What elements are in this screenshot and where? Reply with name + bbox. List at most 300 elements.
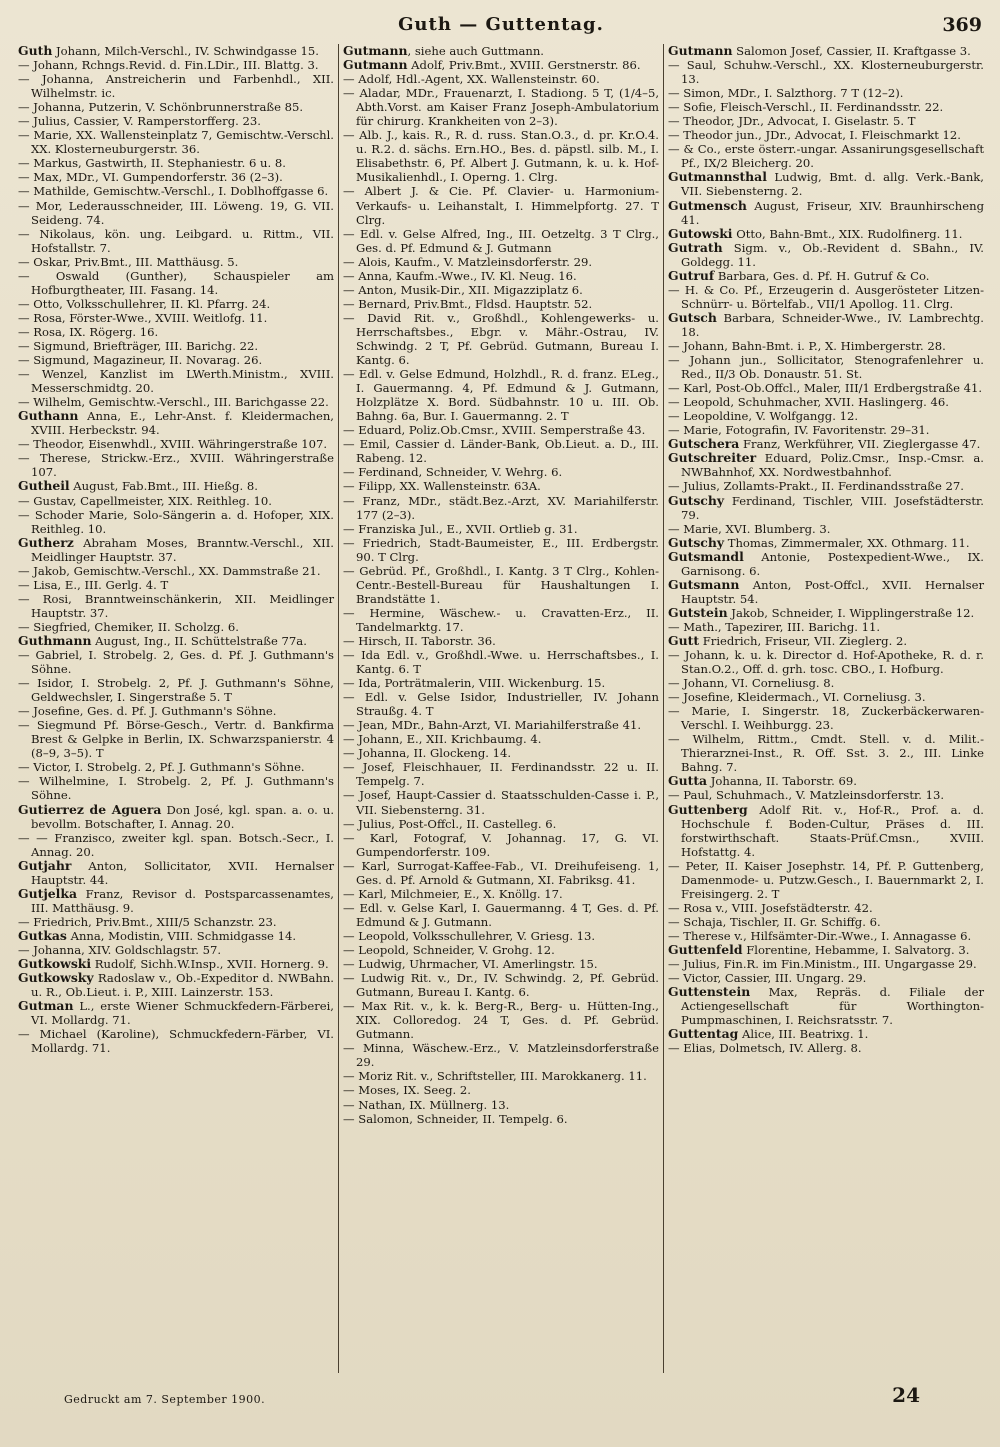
entry-text: — David Rit. v., Großhdl., Kohlengewerks- u. Herrschaftsbes., Ebgr. v. Mähr.-Ostrau, IV. Schwindg. 2 T, Pf. Gebrüd. Gutmann, Bureau I. Kantg. 6. <box>343 310 659 368</box>
directory-entry <box>668 803 984 859</box>
directory-entry <box>18 943 334 957</box>
directory-entry <box>343 1098 659 1112</box>
directory-entry <box>18 44 334 58</box>
running-head: Guth — Guttentag. <box>398 14 604 35</box>
entry-text: — Edl. v. Gelse Edmund, Holzhdl., R. d. franz. ELeg., I. Gauermanng. 4, Pf. Edmund & J. Gutmann, Holzplätze X. Bord. Südbahnstr. 10 u. III. Ob. Bahng. 6a, Bur. I. Gauermanng. 2. T <box>343 367 659 424</box>
entry-text: — Ida, Porträtmalerin, VIII. Wickenburg. 15. <box>343 676 606 691</box>
entry-text: Rudolf, Sichh.W.Insp., XVII. Hornerg. 9. <box>91 957 329 972</box>
entry-text: Max, Repräs. d. Filiale der Actiengesellschaft für Worthington-Pumpmaschinen, I. Reichsratsstr. 7. <box>681 985 984 1028</box>
entry-text: — Johann, k. u. k. Director d. Hof-Apotheke, R. d. r. Stan.O.2., Off. d. grh. tosc. CBO., I. Hofburg. <box>668 648 984 677</box>
directory-entry <box>343 311 659 367</box>
directory-entry <box>18 929 334 943</box>
entry-text: — Marie, Fotografin, IV. Favoritenstr. 29–31. <box>668 423 930 438</box>
entry-text: — Theodor, JDr., Advocat, I. Giselastr. 5. T <box>668 114 916 129</box>
entry-text: — Hirsch, II. Taborstr. 36. <box>343 633 496 648</box>
directory-entry <box>668 522 984 536</box>
directory-entry <box>343 423 659 437</box>
directory-entry <box>18 578 334 592</box>
directory-entry <box>343 58 659 72</box>
directory-entry <box>668 339 984 353</box>
directory-entry <box>668 929 984 943</box>
entry-text: — Karl, Milchmeier, E., X. Knöllg. 17. <box>343 886 563 901</box>
entry-text: — Karl, Fotograf, V. Johannag. 17, G. VI. Gumpendorferstr. 109. <box>343 830 659 859</box>
entry-surname: Gutschy <box>668 534 725 550</box>
entry-text: — Jean, MDr., Bahn-Arzt, VI. Mariahilferstraße 41. <box>343 718 642 733</box>
entry-text: Barbara, Schneider-Wwe., IV. Lambrechtg. 18. <box>681 310 984 339</box>
entry-text: — Marie, I. Singerstr. 18, Zuckerbäckerwaren-Verschl. I. Weihburgg. 23. <box>668 704 984 733</box>
entry-text: — Johann, VI. Corneliusg. 8. <box>668 676 835 691</box>
directory-entry <box>668 620 984 634</box>
directory-entry <box>343 255 659 269</box>
directory-entry <box>343 732 659 746</box>
entry-text: — Rosi, Branntweinschänkerin, XII. Meidlinger Hauptstr. 37. <box>18 591 334 620</box>
directory-entry <box>668 915 984 929</box>
directory-entry <box>343 184 659 226</box>
directory-entry <box>18 199 334 227</box>
directory-entry <box>343 437 659 465</box>
directory-entry <box>18 58 334 72</box>
directory-entry <box>343 999 659 1041</box>
entry-surname: Gutmann <box>343 44 408 58</box>
directory-entry <box>668 479 984 493</box>
entry-surname: Gutmensch <box>668 197 747 213</box>
entry-text: Franz, Werkführer, VII. Zieglergasse 47. <box>739 437 981 452</box>
entry-text: — Leopoldine, V. Wolfgangg. 12. <box>668 409 859 424</box>
directory-entry <box>343 690 659 718</box>
entry-text: Salomon Josef, Cassier, II. Kraftgasse 3. <box>732 44 971 58</box>
directory-entry <box>18 536 334 564</box>
directory-entry <box>343 971 659 999</box>
entry-text: Anna, E., Lehr-Anst. f. Kleidermachen, XVIII. Herbeckstr. 94. <box>31 409 334 438</box>
directory-entry <box>343 831 659 859</box>
entry-text: — Johanna, XIV. Goldschlagstr. 57. <box>18 943 222 957</box>
directory-entry <box>668 423 984 437</box>
directory-entry <box>343 718 659 732</box>
directory-entry <box>668 901 984 915</box>
directory-entry <box>668 128 984 142</box>
entry-text: — Math., Tapezirer, III. Barichg. 11. <box>668 619 881 634</box>
entry-text: — Elias, Dolmetsch, IV. Allerg. 8. <box>668 1041 862 1056</box>
entry-text: Adolf, Priv.Bmt., XVIII. Gerstnerstr. 86. <box>407 58 641 73</box>
entry-text: — Filipp, XX. Wallensteinstr. 63A. <box>343 479 541 494</box>
directory-entry <box>668 353 984 381</box>
entry-text: Radoslaw v., Ob.-Expeditor d. NWBahn. u. R., Ob.Lieut. i. P., XIII. Lainzerstr. 153. <box>31 971 334 1000</box>
entry-text: , siehe auch Guttmann. <box>407 44 544 58</box>
directory-entry <box>668 227 984 241</box>
entry-text: — Therese, Strickw.-Erz., XVIII. Währingerstraße 107. <box>18 451 334 480</box>
entry-text: — Emil, Cassier d. Länder-Bank, Ob.Lieut. a. D., III. Rabeng. 12. <box>343 437 659 466</box>
entry-text: Antonie, Postexpedient-Wwe., IX. Garnisong. 6. <box>681 549 984 578</box>
directory-entry <box>18 915 334 929</box>
entry-text: Alice, III. Beatrixg. 1. <box>738 1027 869 1042</box>
entry-surname: Gutsmandl <box>668 548 744 564</box>
directory-entry <box>18 592 334 620</box>
directory-entry <box>18 255 334 269</box>
entry-text: — Wilhelmine, I. Strobelg. 2, Pf. J. Guthmann's Söhne. <box>18 774 334 803</box>
directory-entry <box>668 142 984 170</box>
directory-entry <box>18 704 334 718</box>
entry-text: — Schoder Marie, Solo-Sängerin a. d. Hofoper, XIX. Reithleg. 10. <box>18 507 334 536</box>
entry-text: — Theodor jun., JDr., Advocat, I. Fleischmarkt 12. <box>668 128 961 143</box>
directory-entry <box>343 746 659 760</box>
entry-text: Franz, Revisor d. Postsparcassenamtes, III. Matthäusg. 9. <box>31 886 334 915</box>
page-header <box>14 8 988 42</box>
directory-entry <box>343 479 659 493</box>
entry-text: — Johann, E., XII. Krichbaumg. 4. <box>343 732 542 747</box>
entry-text: — Mathilde, Gemischtw.-Verschl., I. Doblhoffgasse 6. <box>18 184 329 199</box>
entry-text: Johanna, II. Taborstr. 69. <box>707 774 857 789</box>
entry-text: — Oskar, Priv.Bmt., III. Matthäusg. 5. <box>18 254 239 269</box>
directory-entry <box>668 1027 984 1041</box>
entry-text: — Marie, XX. Wallensteinplatz 7, Gemischtw.-Verschl. XX. Klosterneuburgerstr. 36. <box>18 128 334 157</box>
directory-entry <box>343 494 659 522</box>
directory-entry <box>18 395 334 409</box>
directory-entry <box>18 718 334 760</box>
entry-text: Jakob, Schneider, I. Wipplingerstraße 12. <box>727 605 975 620</box>
entry-text: Ludwig, Bmt. d. allg. Verk.-Bank, VII. Siebensterng. 2. <box>681 170 984 199</box>
entry-text: Anton, Sollicitator, XVII. Hernalser Hauptstr. 44. <box>31 858 334 887</box>
entry-surname: Gutjahr <box>18 857 72 873</box>
entry-text: Eduard, Poliz.Cmsr., Insp.-Cmsr. a. NWBahnhof, XX. Nordwestbahnhof. <box>681 451 984 480</box>
directory-entry <box>343 760 659 788</box>
entry-surname: Gutsch <box>668 309 717 325</box>
entry-text: — Minna, Wäschew.-Erz., V. Matzleinsdorferstraße 29. <box>343 1041 659 1070</box>
print-date: Gedruckt am 7. September 1900. <box>64 1393 266 1406</box>
directory-entry <box>668 550 984 578</box>
directory-entry <box>668 409 984 423</box>
directory-entry <box>668 1041 984 1055</box>
entry-text: — Edl. v. Gelse Karl, I. Gauermanng. 4 T, Ges. d. Pf. Edmund & J. Gutmann. <box>343 900 659 929</box>
signature-mark: 24 <box>892 1383 920 1407</box>
directory-entry <box>343 465 659 479</box>
directory-entry <box>343 128 659 184</box>
entry-text: — Karl, Post-Ob.Offcl., Maler, III/1 Erdbergstraße 41. <box>668 381 983 396</box>
directory-entry <box>668 86 984 100</box>
entry-text: — Ludwig Rit. v., Dr., IV. Schwindg. 2, Pf. Gebrüd. Gutmann, Bureau I. Kantg. 6. <box>343 971 659 1000</box>
entry-surname: Gutschreiter <box>668 450 757 466</box>
directory-entry <box>668 283 984 311</box>
directory-entry <box>668 606 984 620</box>
directory-entry <box>668 788 984 802</box>
entry-text: — Sofie, Fleisch-Verschl., II. Ferdinandsstr. 22. <box>668 100 944 115</box>
directory-entry <box>343 788 659 816</box>
columns <box>14 44 988 1373</box>
directory-entry <box>18 409 334 437</box>
directory-entry <box>668 170 984 198</box>
entry-text: Sigm. v., Ob.-Revident d. SBahn., IV. Goldegg. 11. <box>681 240 984 269</box>
entry-text: — Victor, I. Strobelg. 2, Pf. J. Guthmann's Söhne. <box>18 760 305 775</box>
entry-text: — Karl, Surrogat-Kaffee-Fab., VI. Dreihufeiseng. 1, Ges. d. Pf. Arnold & Gutmann, XI. Fabriksg. 41. <box>343 858 659 887</box>
column-3 <box>663 44 988 1373</box>
entry-text: — Rosa, IX. Rögerg. 16. <box>18 324 159 339</box>
entry-surname: Gutjelka <box>18 885 78 901</box>
entry-text: — Saul, Schuhw.-Verschl., XX. Klosterneuburgerstr. 13. <box>668 58 984 87</box>
entry-text: Adolf Rit. v., Hof-R., Prof. a. d. Hochschule f. Boden-Cultur, Präses d. III. forstwirthschaft. Staats-Prüf.Cmsn., XVIII. Hofstattg. 4. <box>681 802 984 859</box>
directory-entry <box>668 957 984 971</box>
directory-entry <box>668 100 984 114</box>
entry-surname: Guthmann <box>18 632 92 648</box>
directory-entry <box>343 929 659 943</box>
directory-entry <box>668 774 984 788</box>
entry-text: August, Friseur, XIV. Braunhirscheng 41. <box>681 198 984 227</box>
directory-entry <box>18 774 334 802</box>
entry-text: — Mor, Lederausschneider, III. Löweng. 19, G. VII. Seideng. 74. <box>18 198 334 227</box>
entry-text: — Anton, Musik-Dir., XII. Migazziplatz 6. <box>343 282 583 297</box>
directory-entry <box>18 508 334 536</box>
directory-entry <box>343 283 659 297</box>
entry-text: — Wenzel, Kanzlist im LWerth.Ministm., XVIII. Messerschmidtg. 20. <box>18 367 334 396</box>
directory-entry <box>668 199 984 227</box>
directory-entry <box>343 859 659 887</box>
directory-entry <box>668 395 984 409</box>
directory-entry <box>18 676 334 704</box>
entry-text: — Wilhelm, Rittm., Cmdt. Stell. v. d. Milit.-Thierarznei-Inst., R. Off. Sst. 3. 2., III. Linke Bahng. 7. <box>668 732 984 775</box>
entry-text: — & Co., erste österr.-ungar. Assanirungsgesellschaft Pf., IX/2 Bleicherg. 20. <box>668 142 984 171</box>
directory-entry <box>668 451 984 479</box>
entry-text: — Eduard, Poliz.Ob.Cmsr., XVIII. Semperstraße 43. <box>343 423 646 438</box>
directory-entry <box>343 1112 659 1126</box>
entry-text: — Siegmund Pf. Börse-Gesch., Vertr. d. Bankfirma Brest & Gelpke in Berlin, IX. Schwarzspanierstr. 4 (8–9, 3–5). T <box>18 718 334 761</box>
directory-entry <box>668 58 984 86</box>
entry-text: Florentine, Hebamme, I. Salvatorg. 3. <box>742 943 970 957</box>
directory-entry <box>18 859 334 887</box>
entry-text: — H. & Co. Pf., Erzeugerin d. Ausgerösteter Litzen-Schnürr- u. Börtelfab., VII/1 Apollog. 11. Clrg. <box>668 282 984 311</box>
directory-entry <box>343 44 659 58</box>
entry-surname: Gutrath <box>668 239 723 255</box>
directory-entry <box>18 831 334 859</box>
directory-entry <box>343 887 659 901</box>
entry-text: — Josef, Fleischhauer, II. Ferdinandsstr. 22 u. II. Tempelg. 7. <box>343 760 659 789</box>
directory-entry <box>668 690 984 704</box>
directory-entry <box>343 606 659 634</box>
directory-entry <box>18 803 334 831</box>
entry-text: — Franz, MDr., städt.Bez.-Arzt, XV. Mariahilferstr. 177 (2–3). <box>343 493 659 522</box>
entry-text: — Ida Edl. v., Großhdl.-Wwe. u. Herrschaftsbes., I. Kantg. 6. T <box>343 648 659 677</box>
directory-entry <box>18 184 334 198</box>
entry-text: — Lisa, E., III. Gerlg. 4. T <box>18 577 169 592</box>
entry-surname: Gutta <box>668 773 708 789</box>
directory-entry <box>18 620 334 634</box>
directory-entry <box>18 325 334 339</box>
entry-surname: Guth <box>18 44 53 58</box>
entry-text: — Julius, Cassier, V. Ramperstorfferg. 23. <box>18 114 261 129</box>
entry-surname: Gutherz <box>18 534 74 550</box>
entry-text: — Marie, XVI. Blumberg. 3. <box>668 521 831 536</box>
entry-text: — Theodor, Eisenwhdl., XVIII. Währingerstraße 107. <box>18 437 328 452</box>
directory-entry <box>18 100 334 114</box>
entry-text: — Schaja, Tischler, II. Gr. Schiffg. 6. <box>668 914 881 929</box>
entry-text: — Ferdinand, Schneider, V. Wehrg. 6. <box>343 465 563 480</box>
directory-entry <box>668 634 984 648</box>
entry-text: — Rosa, Förster-Wwe., XVIII. Weitlofg. 11. <box>18 310 268 325</box>
entry-text: — Alb. J., kais. R., R. d. russ. Stan.O.3., d. pr. Kr.O.4. u. R.2. d. sächs. Ern.HO., Bes. d. päpstl. silb. M., I. Elisabethstr. 6, Pf. Albert J. Gutmann, k. u. k. Hof-Musikalienhdl., I. Operng. 1. Clrg. <box>343 128 659 185</box>
entry-text: August, Ing., II. Schüttelstraße 77a. <box>91 633 307 648</box>
directory-entry <box>18 564 334 578</box>
entry-text: — Friedrich, Stadt-Baumeister, E., III. Erdbergstr. 90. T Clrg. <box>343 535 659 564</box>
directory-entry <box>18 170 334 184</box>
entry-text: Abraham Moses, Branntw.-Verschl., XII. Meidlinger Hauptstr. 37. <box>31 535 334 564</box>
entry-text: — Johanna, Putzerin, V. Schönbrunnerstraße 85. <box>18 100 304 115</box>
entry-surname: Gutowski <box>668 225 733 241</box>
directory-entry <box>18 760 334 774</box>
directory-entry <box>18 648 334 676</box>
directory-entry <box>668 114 984 128</box>
entry-surname: Guttenberg <box>668 801 748 817</box>
entry-surname: Gutsmann <box>668 576 740 592</box>
entry-surname: Gutt <box>668 632 700 648</box>
directory-entry <box>343 1069 659 1083</box>
entry-text: — Moses, IX. Seeg. 2. <box>343 1083 471 1098</box>
entry-surname: Gutmann <box>343 57 408 73</box>
entry-text: — Siegfried, Chemiker, II. Scholzg. 6. <box>18 619 239 634</box>
directory-entry <box>668 859 984 901</box>
entry-text: Don José, kgl. span. a. o. u. bevollm. Botschafter, I. Annag. 20. <box>31 802 335 831</box>
entry-text: Ferdinand, Tischler, VIII. Josefstädterstr. 79. <box>681 493 984 522</box>
directory-entry <box>668 494 984 522</box>
entry-text: — Michael (Karoline), Schmuckfedern-Färber, VI. Mollardg. 71. <box>18 1027 334 1056</box>
directory-entry <box>343 227 659 255</box>
entry-text: Thomas, Zimmermaler, XX. Othmarg. 11. <box>724 535 970 550</box>
entry-text: — Gustav, Capellmeister, XIX. Reithleg. 10. <box>18 493 272 508</box>
directory-entry <box>668 732 984 774</box>
entry-text: Friedrich, Friseur, VII. Zieglerg. 2. <box>699 633 908 648</box>
directory-entry <box>668 381 984 395</box>
entry-surname: Gutschera <box>668 436 740 452</box>
directory-entry <box>18 227 334 255</box>
entry-text: — Johanna, II. Glockeng. 14. <box>343 746 512 761</box>
entry-text: — Josefine, Ges. d. Pf. J. Guthmann's Söhne. <box>18 704 277 719</box>
directory-entry <box>343 536 659 564</box>
entry-text: — Adolf, Hdl.-Agent, XX. Wallensteinstr. 60. <box>343 72 600 87</box>
entry-text: — Josef, Haupt-Cassier d. Staatsschulden-Casse i. P., VII. Siebensterng. 31. <box>343 788 659 817</box>
entry-text: — Isidor, I. Strobelg. 2, Pf. J. Guthmann's Söhne, Geldwechsler, I. Singerstraße 5. T <box>18 676 334 705</box>
page-number: 369 <box>942 14 982 36</box>
directory-entry <box>343 522 659 536</box>
directory-entry <box>18 1027 334 1055</box>
entry-text: Johann, Milch-Verschl., IV. Schwindgasse 15. <box>52 44 319 58</box>
directory-entry <box>18 297 334 311</box>
entry-text: — Leopold, Volksschullehrer, V. Griesg. 13. <box>343 928 596 943</box>
directory-entry <box>668 241 984 269</box>
directory-entry <box>343 817 659 831</box>
entry-text: — Hermine, Wäschew.- u. Cravatten-Erz., II. Tandelmarktg. 17. <box>343 605 659 634</box>
directory-entry <box>668 437 984 451</box>
directory-entry <box>343 634 659 648</box>
directory-entry <box>18 437 334 451</box>
entry-text: — Edl. v. Gelse Alfred, Ing., III. Oetzeltg. 3 T Clrg., Ges. d. Pf. Edmund & J. Gutmann <box>343 226 659 255</box>
directory-entry <box>668 311 984 339</box>
entry-text: — Leopold, Schneider, V. Grohg. 12. <box>343 943 555 957</box>
entry-text: L., erste Wiener Schmuckfedern-Färberei, VI. Mollardg. 71. <box>31 999 334 1028</box>
entry-text: — Ludwig, Uhrmacher, VI. Amerlingstr. 15. <box>343 957 598 972</box>
entry-text: Anna, Modistin, VIII. Schmidgasse 14. <box>66 928 297 943</box>
directory-entry <box>18 156 334 170</box>
entry-text: — Franziska Jul., E., XVII. Ortlieb g. 31. <box>343 521 578 536</box>
entry-text: — Alois, Kaufm., V. Matzleinsdorferstr. 29. <box>343 254 593 269</box>
directory-entry <box>343 676 659 690</box>
entry-text: — Johann, Rchngs.Revid. d. Fin.LDir., III. Blattg. 3. <box>18 58 319 73</box>
entry-text: — Nikolaus, kön. ung. Leibgard. u. Rittm., VII. Hofstallstr. 7. <box>18 226 334 255</box>
page-footer <box>14 1383 988 1423</box>
directory-entry <box>18 114 334 128</box>
entry-text: — Aladar, MDr., Frauenarzt, I. Stadiong. 5 T, (1/4–5, Abth.Vorst. am Kaiser Franz Joseph-Ambulatorium für chirurg. Krankheiten von 2–3). <box>343 86 659 129</box>
entry-text: Otto, Bahn-Bmt., XIX. Rudolfinerg. 11. <box>732 226 963 241</box>
directory-entry <box>18 72 334 100</box>
entry-surname: Gutkowski <box>18 956 92 972</box>
entry-text: — Otto, Volksschullehrer, II. Kl. Pfarrg. 24. <box>18 296 271 311</box>
entry-text: — Simon, MDr., I. Salzthorg. 7 T (12–2). <box>668 86 904 101</box>
entry-text: — Sigmund, Magazineur, II. Novarag. 26. <box>18 353 263 368</box>
entry-text: Anton, Post-Offcl., XVII. Hernalser Hauptstr. 54. <box>681 577 984 606</box>
entry-text: — Moriz Rit. v., Schriftsteller, III. Marokkanerg. 11. <box>343 1069 647 1084</box>
directory-entry <box>18 971 334 999</box>
entry-text: — Paul, Schuhmach., V. Matzleinsdorferstr. 13. <box>668 788 945 803</box>
entry-text: — Julius, Fin.R. im Fin.Ministm., III. Ungargasse 29. <box>668 957 977 972</box>
directory-entry <box>18 494 334 508</box>
entry-text: — Bernard, Priv.Bmt., Fldsd. Hauptstr. 52. <box>343 296 593 311</box>
entry-text: — — Franzisco, zweiter kgl. span. Botsch.-Secr., I. Annag. 20. <box>18 830 334 859</box>
directory-entry <box>18 339 334 353</box>
entry-surname: Gutstein <box>668 604 728 620</box>
entry-text: August, Fab.Bmt., III. Hießg. 8. <box>69 479 258 494</box>
directory-entry <box>343 943 659 957</box>
entry-text: — Anna, Kaufm.-Wwe., IV. Kl. Neug. 16. <box>343 268 577 283</box>
directory-entry <box>343 957 659 971</box>
entry-text: — Jakob, Gemischtw.-Verschl., XX. Dammstraße 21. <box>18 563 321 578</box>
entry-text: — Salomon, Schneider, II. Tempelg. 6. <box>343 1111 568 1126</box>
entry-text: — Max Rit. v., k. k. Berg-R., Berg- u. Hütten-Ing., XIX. Colloredog. 24 T, Ges. d. Pf. Gebrüd. Gutmann. <box>343 999 659 1042</box>
directory-entry <box>668 578 984 606</box>
directory-entry <box>668 648 984 676</box>
entry-surname: Gutman <box>18 998 74 1014</box>
directory-entry <box>343 1083 659 1097</box>
entry-text: — Peter, II. Kaiser Josephstr. 14, Pf. P. Guttenberg, Damenmode- u. Putzw.Gesch., I. Bauernmarkt 2, I. Freisingerg. 2. T <box>668 858 984 901</box>
directory-entry <box>343 901 659 929</box>
entry-surname: Gutkas <box>18 927 67 943</box>
entry-surname: Guttentag <box>668 1026 739 1042</box>
directory-entry <box>343 72 659 86</box>
entry-text: — Gebrüd. Pf., Großhdl., I. Kantg. 3 T Clrg., Kohlen-Centr.-Bestell-Bureau für Haushaltungen I. Brandstätte 1. <box>343 563 659 606</box>
column-2 <box>338 44 663 1373</box>
entry-surname: Gutruf <box>668 267 715 283</box>
directory-entry <box>668 269 984 283</box>
directory-entry <box>668 943 984 957</box>
entry-surname: Gutschy <box>668 492 725 508</box>
entry-surname: Gutierrez de Aguera <box>18 801 162 817</box>
directory-entry <box>668 971 984 985</box>
directory-entry <box>343 1041 659 1069</box>
entry-text: — Johann, Bahn-Bmt. i. P., X. Himbergerstr. 28. <box>668 338 946 353</box>
entry-surname: Gutmann <box>668 44 733 58</box>
entry-surname: Guthann <box>18 408 79 424</box>
entry-surname: Gutheil <box>18 478 70 494</box>
entry-surname: Guttenfeld <box>668 942 743 957</box>
directory-entry <box>18 999 334 1027</box>
directory-entry <box>343 86 659 128</box>
directory-entry <box>668 536 984 550</box>
directory-entry <box>18 367 334 395</box>
entry-surname: Guttenstein <box>668 984 751 1000</box>
entry-surname: Gutkowsky <box>18 970 94 986</box>
entry-text: — Gabriel, I. Strobelg. 2, Ges. d. Pf. J. Guthmann's Söhne. <box>18 648 334 677</box>
directory-entry <box>668 44 984 58</box>
entry-text: — Julius, Post-Offcl., II. Castelleg. 6. <box>343 816 557 831</box>
directory-entry <box>18 957 334 971</box>
directory-entry <box>343 367 659 423</box>
directory-entry <box>343 269 659 283</box>
entry-text: — Victor, Cassier, III. Ungarg. 29. <box>668 971 867 986</box>
entry-text: — Wilhelm, Gemischtw.-Verschl., III. Barichgasse 22. <box>18 395 329 410</box>
